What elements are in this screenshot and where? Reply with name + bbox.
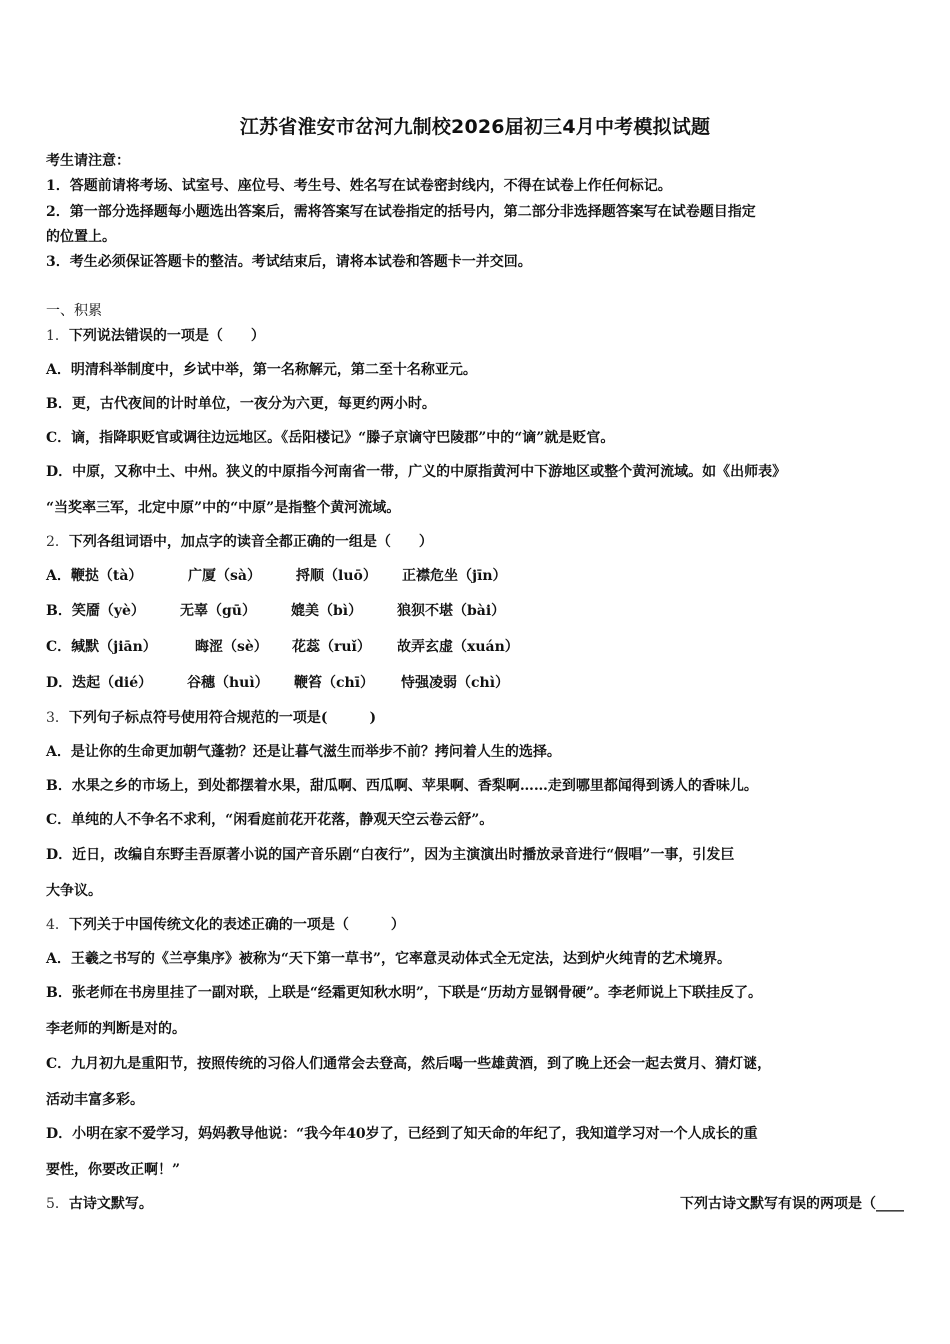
question-3-option-b: B．水果之乡的市场上，到处都摆着水果，甜瓜啊、西瓜啊、苹果啊、香梨啊……走到哪里都闻得到诱人的香味儿。 <box>46 778 758 794</box>
question-4-option-b-cont: 李老师的判断是对的。 <box>46 1021 186 1037</box>
q2-a-word-4: 正襟危坐（jīn） <box>402 568 507 584</box>
question-3-option-c: C．单纯的人不争名不求利，“闲看庭前花开花落，静观天空云卷云舒”。 <box>46 812 494 828</box>
question-1-option-a: A．明清科举制度中，乡试中举，第一名称解元，第二至十名称亚元。 <box>46 362 477 378</box>
question-4-option-a: A．王羲之书写的《兰亭集序》被称为“天下第一草书”，它率意灵动体式全无定法，达到炉火纯青的艺术境界。 <box>46 951 731 967</box>
question-4-option-b: B．张老师在书房里挂了一副对联，上联是“经霜更知秋水明”，下联是“历劫方显钢骨硬”。李老师说上下联挂反了。 <box>46 985 763 1001</box>
q2-b-word-4: 狼狈不堪（bài） <box>397 603 506 619</box>
question-1-number: 1． <box>46 328 69 344</box>
question-4-number: 4． <box>46 917 69 933</box>
question-1-option-b: B．更，古代夜间的计时单位，一夜分为六更，每更约两小时。 <box>46 396 436 412</box>
question-4-stem <box>46 916 405 934</box>
question-3-option-a: A．是让你的生命更加朝气蓬勃？还是让暮气滋生而举步不前？拷问着人生的选择。 <box>46 744 561 760</box>
question-3-text: 下列句子标点符号使用符合规范的一项是( ) <box>68 710 377 726</box>
question-1-text: 下列说法错误的一项是（ ） <box>68 328 265 344</box>
question-1-stem <box>46 327 265 345</box>
question-5-text: 古诗文默写。 <box>68 1196 153 1212</box>
notice-heading: 考生请注意： <box>46 153 130 169</box>
q2-d-word-3: 鞭笞（chī） <box>294 675 375 691</box>
question-3-stem <box>46 709 376 727</box>
page-title: 江苏省淮安市岔河九制校2026届初三4月中考模拟试题 <box>239 116 711 138</box>
q2-b-word-3: 媲美（bì） <box>291 603 363 619</box>
question-1-option-d-cont: “当奖率三军，北定中原”中的“中原”是指整个黄河流域。 <box>46 500 401 516</box>
q2-a-word-1: A．鞭挞（tà） <box>46 568 143 584</box>
q2-c-word-1: C．缄默（jiān） <box>46 639 157 655</box>
question-2-text: 下列各组词语中，加点字的读音全都正确的一组是（ ） <box>68 534 433 550</box>
q2-b-word-1: B．笑靥（yè） <box>46 603 145 619</box>
q2-c-word-4: 故弄玄虚（xuán） <box>397 639 519 655</box>
q2-a-word-2: 广厦（sà） <box>188 568 261 584</box>
q2-a-word-3: 捋顺（luō） <box>296 568 377 584</box>
notice-item-3: 3．考生必须保证答题卡的整洁。考试结束后，请将本试卷和答题卡一并交回。 <box>46 254 532 270</box>
q2-d-word-4: 恃强凌弱（chì） <box>401 675 510 691</box>
notice-item-2: 2．第一部分选择题每小题选出答案后，需将答案写在试卷指定的括号内，第二部分非选择题答案写在试卷题目指定 <box>46 204 756 220</box>
question-5-number: 5． <box>46 1196 69 1212</box>
question-4-option-c-cont: 活动丰富多彩。 <box>46 1092 144 1108</box>
question-4-option-d-cont: 要性，你要改正啊！” <box>46 1162 181 1178</box>
question-3-option-d-cont: 大争议。 <box>46 883 102 899</box>
q2-c-word-3: 花蕊（ruǐ） <box>292 639 371 655</box>
question-4-option-c: C．九月初九是重阳节，按照传统的习俗人们通常会去登高，然后喝一些雄黄酒，到了晚上还会一起去赏月、猜灯谜， <box>46 1056 772 1072</box>
q2-b-word-2: 无辜（gū） <box>180 603 256 619</box>
notice-item-1: 1．答题前请将考场、试室号、座位号、考生号、姓名写在试卷密封线内，不得在试卷上作任何标记。 <box>46 178 672 194</box>
q2-d-word-2: 谷穗（huì） <box>187 675 269 691</box>
question-3-number: 3． <box>46 710 69 726</box>
section-heading: 一、积累 <box>46 303 102 319</box>
question-2-stem <box>46 533 433 551</box>
question-5-stem <box>46 1195 153 1213</box>
notice-item-2-cont: 的位置上。 <box>46 229 116 245</box>
question-1-option-d: D．中原，又称中土、中州。狭义的中原指今河南省一带，广义的中原指黄河中下游地区或整个黄河流域。如《出师表》 <box>46 464 787 480</box>
question-3-option-d: D．近日，改编自东野圭吾原著小说的国产音乐剧“白夜行”，因为主演演出时播放录音进行“假唱”一事，引发巨 <box>46 847 735 863</box>
question-1-option-c: C．谪，指降职贬官或调往边远地区。《岳阳楼记》“滕子京谪守巴陵郡”中的“谪”就是贬官。 <box>46 430 615 446</box>
question-4-option-d: D．小明在家不爱学习，妈妈教导他说：“我今年40岁了，已经到了知天命的年纪了，我知道学习对一个人成长的重 <box>46 1126 758 1142</box>
q2-d-word-1: D．迭起（dié） <box>46 675 153 691</box>
question-4-text: 下列关于中国传统文化的表述正确的一项是（ ） <box>68 917 405 933</box>
q2-c-word-2: 晦涩（sè） <box>195 639 268 655</box>
question-2-number: 2． <box>46 534 69 550</box>
question-5-subprompt: 下列古诗文默写有误的两项是（____ <box>680 1196 904 1212</box>
